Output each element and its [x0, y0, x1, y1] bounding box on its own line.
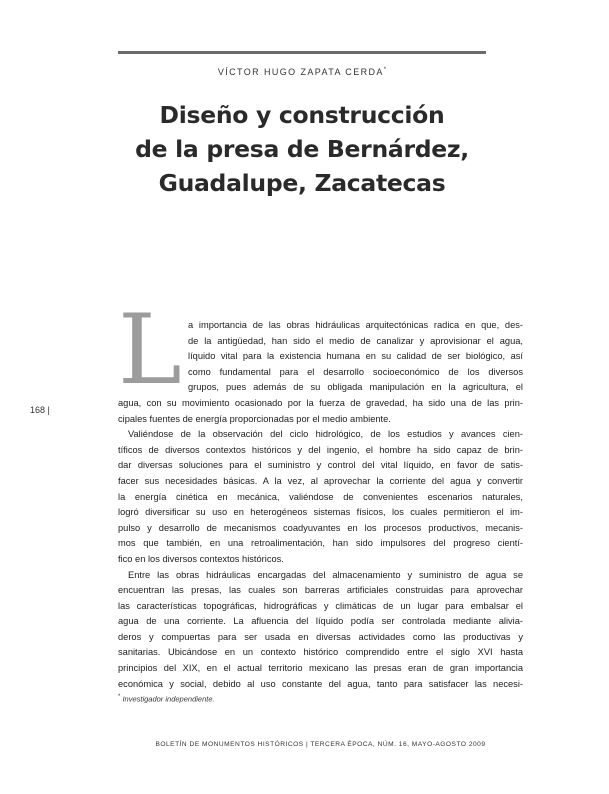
text-line: fico en los diversos contextos históricos. — [118, 553, 284, 564]
body-text — [118, 318, 523, 692]
drop-cap: L — [118, 294, 182, 406]
text-line: como fundamental para el desarrollo socioeconómico de los diversos — [188, 366, 523, 377]
footnote — [118, 694, 215, 704]
text-line: económica y social, debido al uso constante del agua, tanto para satisfacer las necesi- — [118, 678, 523, 689]
footnote-mark: * — [118, 694, 121, 700]
text-line: las características topográficas, hidrográficas y climáticas de un lugar para embalsar el — [118, 600, 523, 611]
text-line: Entre las obras hidráulicas encargadas del almacenamiento y suministro de agua se — [128, 569, 523, 580]
page-number: 168 | — [30, 405, 50, 415]
text-line: encuentran las presas, las cuales son barreras artificiales construidas para aprovechar — [118, 585, 523, 596]
text-line: sanitarias. Ubicándose en un contexto histórico comprendido entre el siglo XVI hasta — [118, 647, 523, 658]
journal-footer: BOLETÍN DE MONUMENTOS HISTÓRICOS | TERCERA ÉPOCA, NÚM. 16, MAYO-AGOSTO 2009 — [155, 741, 486, 748]
text-line: la energía cinética en mecánica, valiéndose de convenientes escenarios naturales, — [118, 491, 523, 502]
text-line: grupos, pues además de su obligada manipulación en la agricultura, el — [188, 382, 523, 393]
footnote-text: Investigador independiente. — [122, 694, 215, 704]
text-line: facer sus necesidades básicas. A la vez, al aprovechar la corriente del agua y convertir — [118, 475, 523, 486]
author-footnote-mark: * — [383, 67, 387, 73]
text-line: de la antigüedad, han sido el medio de canalizar y aprovisionar el agua, — [188, 335, 523, 346]
header-rule — [118, 51, 486, 54]
text-line: tíficos de diversos contextos históricos y del ingenio, el hombre ha sido capaz de brin- — [118, 444, 523, 455]
paragraph-1 — [118, 318, 523, 427]
text-line: cipales fuentes de energía proporcionadas por el medio ambiente. — [118, 413, 391, 424]
author-line — [118, 67, 486, 77]
text-line: deros y compuertas para ser usada en diversas actividades como las productivas y — [118, 631, 523, 642]
text-line: líquido vital para la existencia humana en su calidad de ser biológico, así — [188, 351, 523, 362]
article-title — [118, 98, 486, 200]
text-line: pulso y desarrollo de mecanismos coadyuvantes en los procesos productivos, mecanis- — [118, 522, 523, 533]
title-line-1: Diseño y construcción — [159, 101, 445, 129]
text-line: dar diversas soluciones para el suministro y control del vital líquido, en favor de satis- — [118, 460, 523, 471]
text-line: principios del XIX, en el actual territorio mexicano las presas eran de gran importancia — [118, 663, 523, 674]
text-line: mos que también, en una retroalimentación, han sido impulsores del progreso cientí- — [118, 538, 523, 549]
paragraph-2 — [118, 427, 523, 567]
text-line: logró diversificar su uso en heterogéneos sistemas físicos, los cuales permitieron el im- — [118, 507, 523, 518]
author-name: VÍCTOR HUGO ZAPATA CERDA — [217, 67, 384, 77]
text-line: Valiéndose de la observación del ciclo hidrológico, de los estudios y avances cien- — [128, 429, 523, 440]
text-line: agua de una corriente. La afluencia del líquido podía ser controlada mediante alivia- — [118, 616, 523, 627]
text-line: agua, con su movimiento ocasionado por la fuerza de gravedad, ha sido una de las prin- — [118, 397, 523, 408]
text-line: a importancia de las obras hidráulicas arquitectónicas radica en que, des- — [188, 320, 523, 330]
paragraph-3 — [118, 568, 523, 693]
title-line-3: Guadalupe, Zacatecas — [158, 169, 446, 197]
title-line-2: de la presa de Bernárdez, — [135, 135, 469, 163]
